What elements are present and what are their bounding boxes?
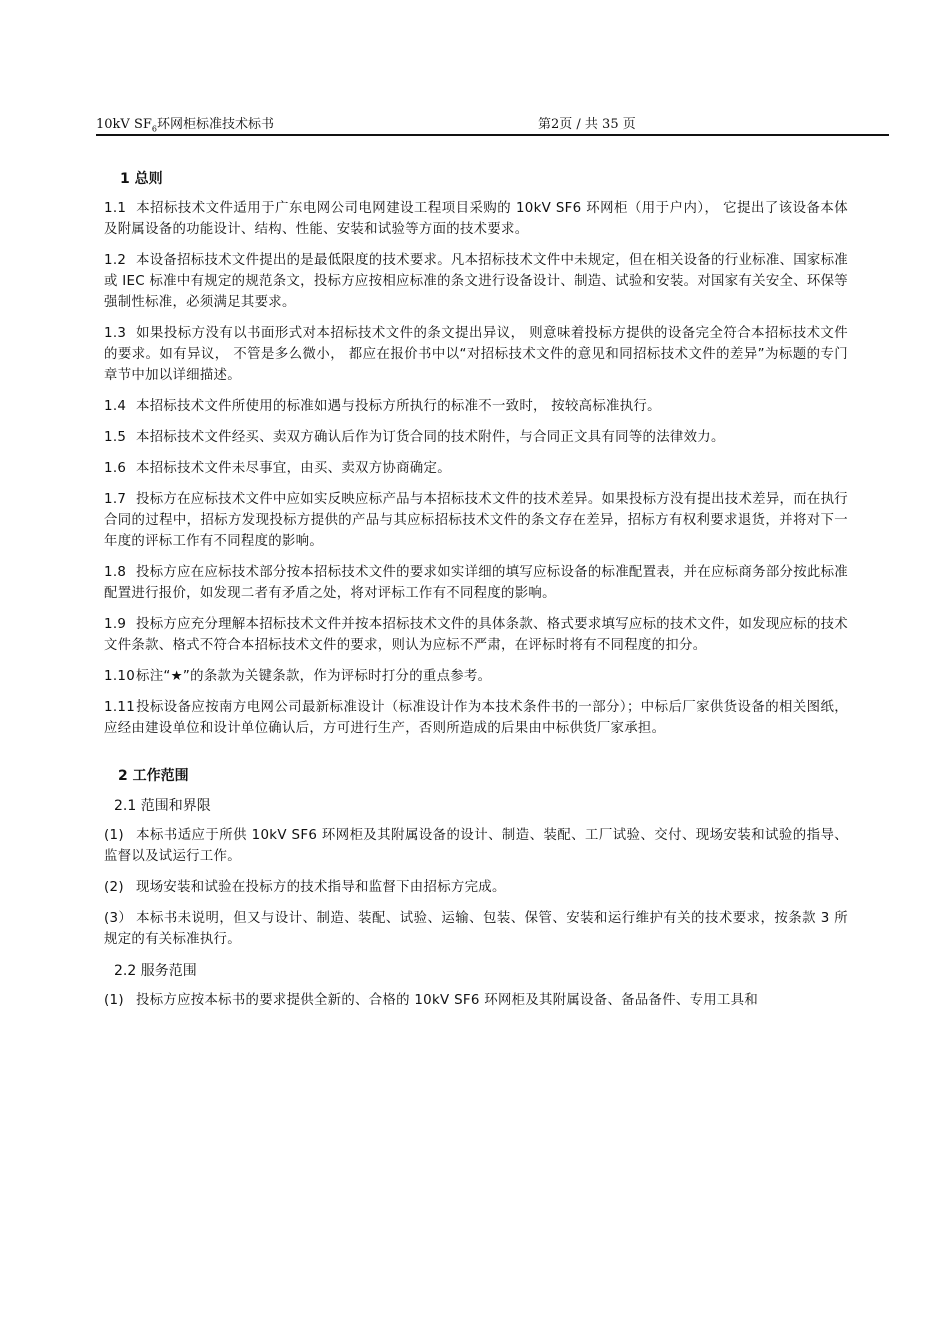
section-2-title: 2 工作范围 xyxy=(118,768,189,784)
clause-1-11: 1.11投标设备应按南方电网公司最新标准设计（标准设计作为本技术条件书的一部分）；中标后厂家供货设备的相关图纸，应经由建设单位和设计单位确认后，方可进行生产，否则所造成的后果由中标供货厂家承担。 xyxy=(104,700,848,736)
clause-1-6: 1.6 本招标技术文件未尽事宜，由买、卖双方协商确定。 xyxy=(104,461,451,476)
section-1-title: 1 总则 xyxy=(120,171,163,187)
clause-2-2-1: (1) 投标方应按本标书的要求提供全新的、合格的 10kV SF6 环网柜及其附属设备、备品备件、专用工具和 xyxy=(104,993,759,1008)
clause-1-10: 1.10标注“★”的条款为关键条款，作为评标时打分的重点参考。 xyxy=(104,669,492,684)
clause-1-4: 1.4 本招标技术文件所使用的标准如遇与投标方所执行的标准不一致时， 按较高标准执行。 xyxy=(104,399,661,414)
clause-2-1-3: (3） 本标书未说明，但又与设计、制造、装配、试验、运输、包装、保管、安装和运行维护有关的技术要求，按条款 3 所规定的有关标准执行。 xyxy=(104,911,848,947)
subsection-2-1-title: 2.1 范围和界限 xyxy=(114,798,211,814)
clause-1-3: 1.3 如果投标方没有以书面形式对本招标技术文件的条文提出异议， 则意味着投标方提供的设备完全符合本招标技术文件的要求。如有异议， 不管是多么微小， 都应在报价书中以“对招标技术文件的意见和同招标技术文件的差异”为标题的专门章节中加以详细描述。 xyxy=(104,326,848,383)
clause-1-8: 1.8 投标方应在应标技术部分按本招标技术文件的要求如实详细的填写应标设备的标准配置表，并在应标商务部分按此标准配置进行报价，如发现二者有矛盾之处，将对评标工作有不同程度的影响。 xyxy=(104,565,848,601)
page-header xyxy=(96,116,889,136)
clause-1-5: 1.5 本招标技术文件经买、卖双方确认后作为订货合同的技术附件，与合同正文具有同等的法律效力。 xyxy=(104,430,725,445)
page-number: 第2页 / 共 35 页 xyxy=(538,117,636,132)
document-body xyxy=(104,168,848,1021)
clause-1-9: 1.9 投标方应充分理解本招标技术文件并按本招标技术文件的具体条款、格式要求填写应标的技术文件，如发现应标的技术文件条款、格式不符合本招标技术文件的要求，则认为应标不严肃，在评标时将有不同程度的扣分。 xyxy=(104,617,848,653)
clause-1-1: 1.1 本招标技术文件适用于广东电网公司电网建设工程项目采购的 10kV SF6 环网柜（用于户内）， 它提出了该设备本体及附属设备的功能设计、结构、性能、安装和试验等方面的技术要求。 xyxy=(104,201,848,237)
subsection-2-2-title: 2.2 服务范围 xyxy=(114,963,197,979)
clause-2-1-2: (2) 现场安装和试验在投标方的技术指导和监督下由招标方完成。 xyxy=(104,880,506,895)
clause-1-2: 1.2 本设备招标技术文件提出的是最低限度的技术要求。凡本招标技术文件中未规定，但在相关设备的行业标准、国家标准或 IEC 标准中有规定的规范条文，投标方应按相应标准的条文进行设备设计、制造、试验和安装。对国家有关安全、环保等强制性标准，必须满足其要求。 xyxy=(104,253,848,310)
document-title: 10kV $SF_6$环网柜标准技术标书 xyxy=(96,117,274,134)
clause-2-1-1: (1) 本标书适应于所供 10kV SF6 环网柜及其附属设备的设计、制造、装配、工厂试验、交付、现场安装和试验的指导、监督以及试运行工作。 xyxy=(104,828,848,864)
clause-1-7: 1.7 投标方在应标技术文件中应如实反映应标产品与本招标技术文件的技术差异。如果投标方没有提出技术差异，而在执行合同的过程中，招标方发现投标方提供的产品与其应标招标技术文件的条文存在差异，招标方有权利要求退货，并将对下一年度的评标工作有不同程度的影响。 xyxy=(104,492,848,549)
